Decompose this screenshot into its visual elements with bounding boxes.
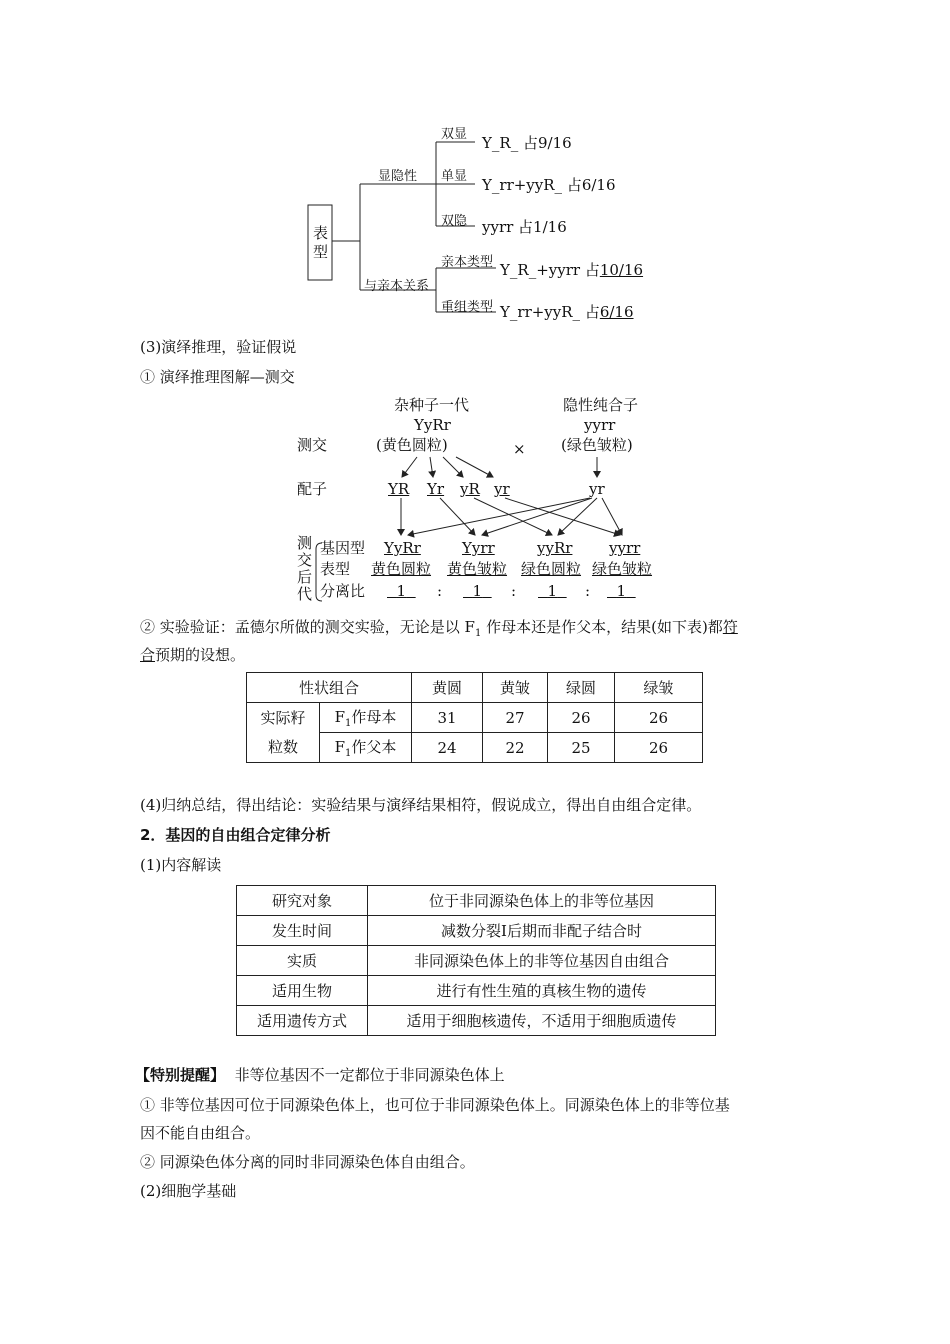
tree-root-label: 表型 <box>313 224 329 261</box>
parent2-title: 隐性纯合子 <box>563 396 639 414</box>
section-2-title: 2．基因的自由组合定律分析 <box>140 826 331 844</box>
gamete-YR: YR <box>388 480 410 498</box>
special-tip-point-1: ① 非等位基因可位于同源染色体上，也可位于非同源染色体上。同源染色体上的非等位基 <box>140 1096 730 1114</box>
tree-leaf-text: Y_rr+yyR_ 占6/16 <box>482 176 616 194</box>
gamete-parent2-yr: yr <box>589 480 605 498</box>
ratio-value: 1 <box>472 582 483 600</box>
offspring-phenotype: 绿色圆粒 <box>521 560 582 578</box>
gamete-label: 配子 <box>297 480 328 498</box>
subsection-2-title: (2)细胞学基础 <box>140 1182 237 1200</box>
table-header-cell: 绿皱 <box>615 673 703 703</box>
offspring-label-char: 后 <box>297 568 313 586</box>
offspring-genotype: yyRr <box>537 539 573 557</box>
tree-leaf-tag: 双显 <box>441 127 468 142</box>
gamete-yR: yR <box>460 480 480 498</box>
table-label-cell: 实质 <box>237 946 368 976</box>
section-3-item-2-line-2: 合预期的设想。 <box>140 646 246 664</box>
table-cell: 26 <box>615 703 703 733</box>
parent2-phenotype: (绿色皱粒) <box>561 436 633 454</box>
testcross-results-table <box>246 672 703 763</box>
table-header-cell: 绿圆 <box>548 673 615 703</box>
tree-leaf-tag: 双隐 <box>441 214 468 229</box>
table-cell: 25 <box>548 733 615 763</box>
ratio-colon: : <box>511 582 517 600</box>
table-cell: 31 <box>412 703 483 733</box>
offspring-label-char: 测 <box>297 534 313 552</box>
table-cell: 24 <box>412 733 483 763</box>
ratio-colon: : <box>585 582 591 600</box>
parent2-genotype: yyrr <box>584 416 616 434</box>
testcross-arrows <box>0 0 950 620</box>
parent1-phenotype: (黄色圆粒) <box>376 436 448 454</box>
special-tip-point-2: ② 同源染色体分离的同时非同源染色体自由组合。 <box>140 1153 475 1171</box>
ratio-value: 1 <box>396 582 407 600</box>
section-4-text: (4)归纳总结，得出结论：实验结果与演绎结果相符，假说成立，得出自由组合定律。 <box>140 796 702 814</box>
table-cell: 26 <box>548 703 615 733</box>
section-3-item-1: ① 演绎推理图解—测交 <box>140 368 295 386</box>
offspring-genotype: YyRr <box>384 539 421 557</box>
table-value-cell: 适用于细胞核遗传，不适用于细胞质遗传 <box>368 1006 716 1036</box>
ratio-value: 1 <box>616 582 627 600</box>
tree-leaf-text: Y_rr+yyR_ 占6/16 <box>500 303 634 321</box>
offspring-phenotype: 黄色皱粒 <box>447 560 508 578</box>
table-header-cell: 黄皱 <box>483 673 548 703</box>
offspring-label-char: 交 <box>297 551 313 569</box>
table-cell: 22 <box>483 733 548 763</box>
tree-leaf-text: Y_R_ 占9/16 <box>482 134 572 152</box>
offspring-label-char: 代 <box>297 585 313 603</box>
row-label-phenotype: 表型 <box>320 560 351 578</box>
gamete-yr: yr <box>494 480 510 498</box>
tree-branch-dominance: 显隐性 <box>378 169 418 184</box>
row-label-genotype: 基因型 <box>320 539 366 557</box>
table-label-cell: 发生时间 <box>237 916 368 946</box>
tree-leaf-tag: 重组类型 <box>441 300 494 315</box>
table-header-cell: 性状组合 <box>247 673 412 703</box>
special-tip-tag: 【特别提醒】 <box>135 1066 226 1084</box>
table-label-cell: 适用生物 <box>237 976 368 1006</box>
row-label-ratio: 分离比 <box>320 582 366 600</box>
special-tip-point-1-cont: 因不能自由组合。 <box>140 1124 261 1142</box>
table-label-cell: 适用遗传方式 <box>237 1006 368 1036</box>
offspring-genotype: Yyrr <box>462 539 495 557</box>
tree-leaf-text: yyrr 占1/16 <box>482 218 567 236</box>
table-cell: 26 <box>615 733 703 763</box>
special-tip-heading <box>135 1065 505 1085</box>
offspring-genotype: yyrr <box>609 539 641 557</box>
table-label-cell: 研究对象 <box>237 886 368 916</box>
table-value-cell: 减数分裂Ⅰ后期而非配子结合时 <box>368 916 716 946</box>
table-value-cell: 位于非同源染色体上的非等位基因 <box>368 886 716 916</box>
tree-branch-parental: 与亲本关系 <box>364 279 430 294</box>
gamete-Yr: Yr <box>427 480 445 498</box>
tree-leaf-text: Y_R_+yyrr 占10/16 <box>500 261 644 279</box>
ratio-colon: : <box>437 582 443 600</box>
ratio-value: 1 <box>547 582 558 600</box>
table-row-label: $F_1$作父本 <box>320 733 412 763</box>
table-value-cell: 非同源染色体上的非等位基因自由组合 <box>368 946 716 976</box>
table-value-cell: 进行有性生殖的真核生物的遗传 <box>368 976 716 1006</box>
testcross-label: 测交 <box>297 436 328 454</box>
table-row-head: 实际籽 粒数 <box>247 703 320 763</box>
table-cell: 27 <box>483 703 548 733</box>
subsection-1-title: (1)内容解读 <box>140 856 222 874</box>
special-tip-title: 非等位基因不一定都位于非同源染色体上 <box>234 1066 505 1084</box>
tree-leaf-tag: 亲本类型 <box>441 255 494 270</box>
offspring-phenotype: 绿色皱粒 <box>592 560 653 578</box>
parent1-genotype: YyRr <box>414 416 451 434</box>
table-header-cell: 黄圆 <box>412 673 483 703</box>
offspring-phenotype: 黄色圆粒 <box>371 560 432 578</box>
section-3-title: (3)演绎推理，验证假说 <box>140 338 297 356</box>
tree-leaf-tag: 单显 <box>441 169 468 184</box>
cross-symbol: × <box>513 440 526 458</box>
section-3-item-2-line-1: ② 实验验证：孟德尔所做的测交实验，无论是以 $F_1$ 作母本还是作父本，结果(如下表)都符 <box>140 618 738 639</box>
law-analysis-table <box>236 885 716 1036</box>
parent1-title: 杂种子一代 <box>394 396 470 414</box>
table-row-label: $F_1$作母本 <box>320 703 412 733</box>
